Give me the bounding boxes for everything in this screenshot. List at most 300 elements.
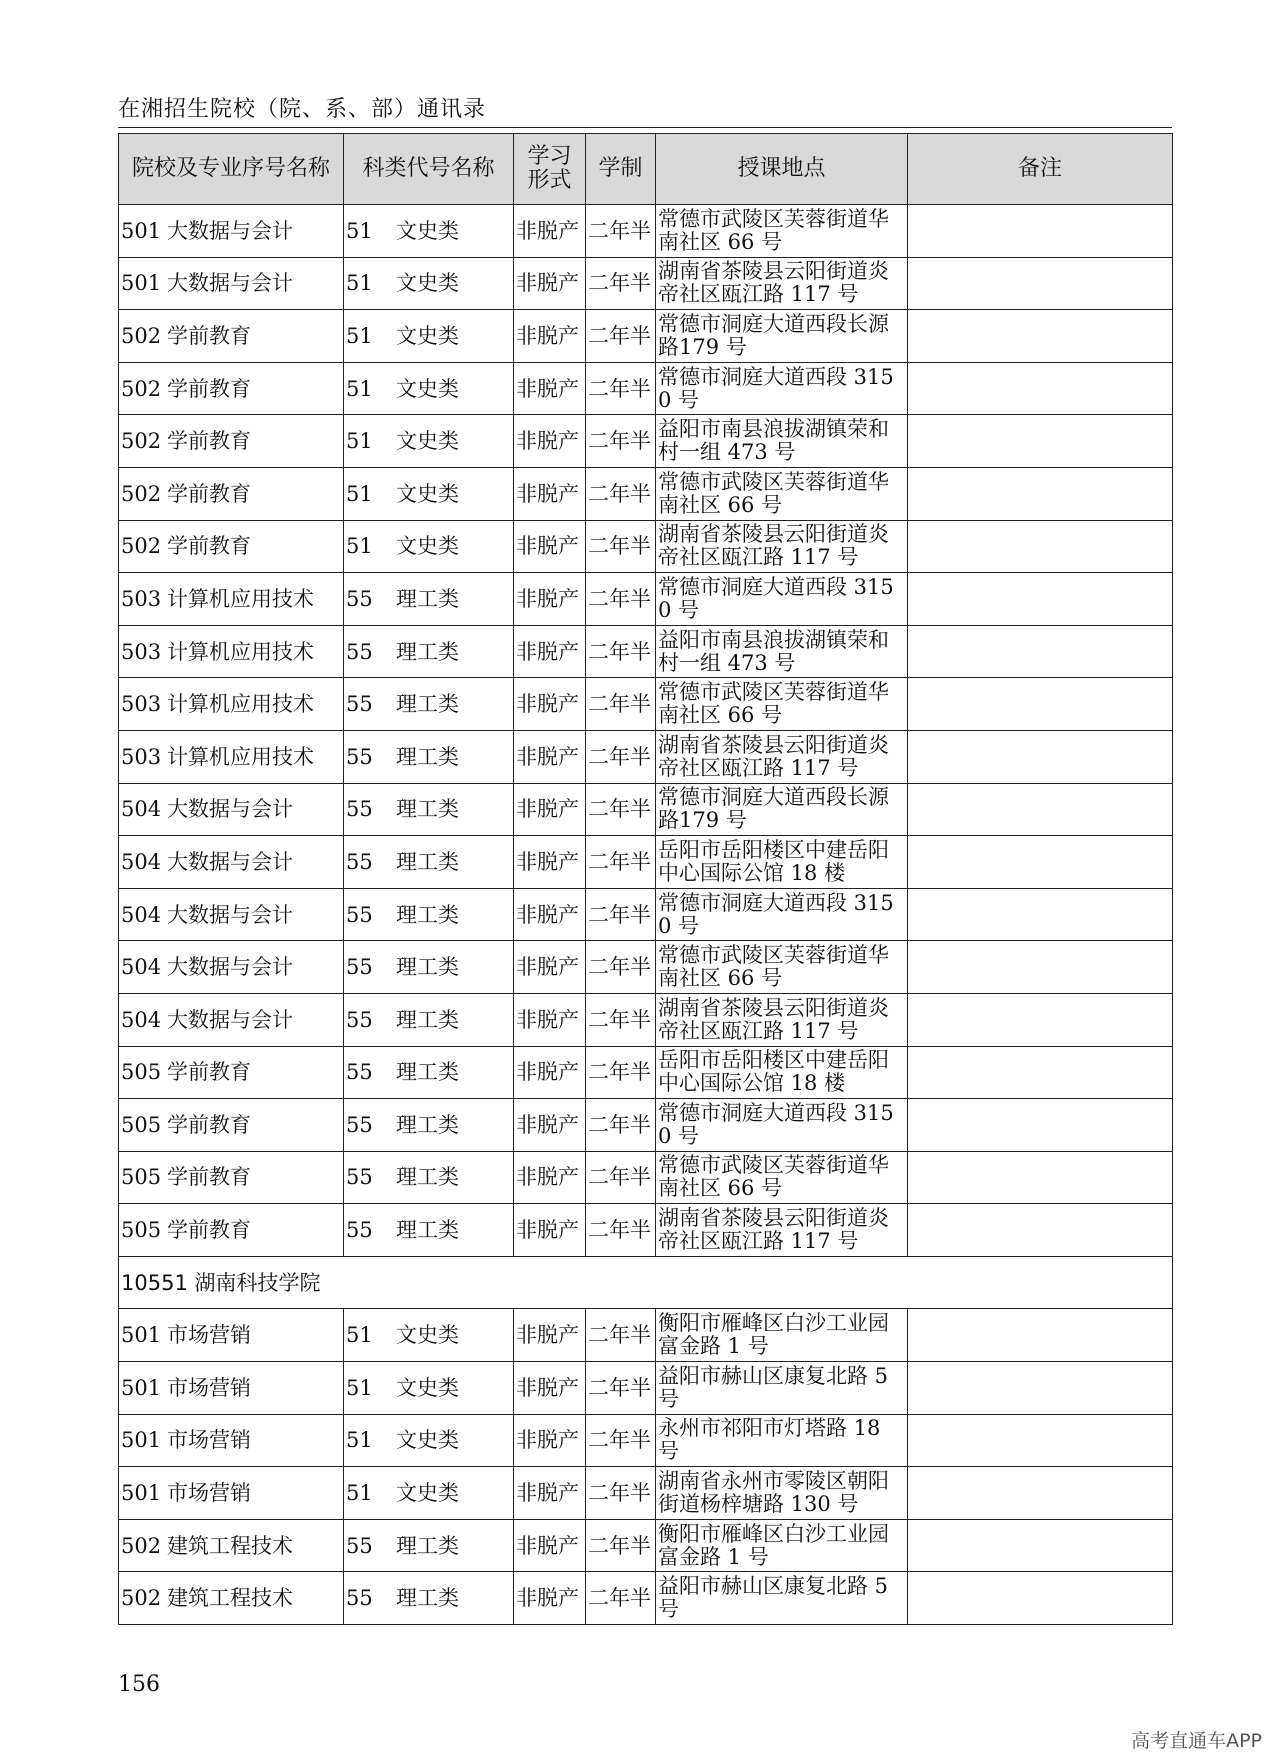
- major-cell: [119, 1204, 344, 1257]
- location-cell: 湖南省茶陵县云阳街道炎帝社区瓯江路 117 号: [656, 993, 908, 1046]
- category-name: 文史类: [396, 1481, 459, 1506]
- major-number: 504: [121, 849, 162, 874]
- category-cell: [344, 1046, 514, 1099]
- category-name: 文史类: [396, 429, 459, 454]
- category-cell: [344, 1309, 514, 1362]
- category-name: 文史类: [396, 1375, 459, 1400]
- location-cell: 益阳市赫山区康复北路 5 号: [656, 1362, 908, 1415]
- major-number: 503: [121, 639, 162, 664]
- column-header: 学习形式: [514, 134, 586, 205]
- note-cell: [908, 625, 1173, 678]
- major-cell: [119, 1572, 344, 1625]
- location-cell: 常德市洞庭大道西段 3150 号: [656, 1099, 908, 1152]
- major-name: 学前教育: [167, 376, 251, 401]
- major-cell: [119, 1099, 344, 1152]
- category-cell: [344, 993, 514, 1046]
- major-cell: [119, 1362, 344, 1415]
- major-name: 大数据与会计: [167, 1007, 293, 1032]
- category-name: 文史类: [396, 218, 459, 243]
- location-cell: 岳阳市岳阳楼区中建岳阳中心国际公馆 18 楼: [656, 1046, 908, 1099]
- category-code: 55: [346, 849, 373, 874]
- duration-cell: 二年半: [586, 257, 656, 310]
- table-row: [119, 888, 1173, 941]
- duration-cell: 二年半: [586, 783, 656, 836]
- category-cell: [344, 310, 514, 363]
- category-code: 51: [346, 1375, 373, 1400]
- duration-cell: 二年半: [586, 310, 656, 363]
- school-row: [119, 1256, 1173, 1309]
- study-mode-cell: 非脱产: [514, 1309, 586, 1362]
- location-cell: 常德市洞庭大道西段长源路179 号: [656, 310, 908, 363]
- table-row: [119, 310, 1173, 363]
- duration-cell: 二年半: [586, 520, 656, 573]
- note-cell: [908, 888, 1173, 941]
- study-mode-cell: 非脱产: [514, 1204, 586, 1257]
- major-cell: [119, 730, 344, 783]
- category-code: 55: [346, 1533, 373, 1558]
- study-mode-cell: 非脱产: [514, 1467, 586, 1520]
- study-mode-cell: 非脱产: [514, 625, 586, 678]
- duration-cell: 二年半: [586, 415, 656, 468]
- location-cell: 湖南省茶陵县云阳街道炎帝社区瓯江路 117 号: [656, 257, 908, 310]
- major-number: 502: [121, 1533, 162, 1558]
- category-name: 理工类: [396, 1218, 459, 1243]
- study-mode-cell: 非脱产: [514, 520, 586, 573]
- location-cell: 衡阳市雁峰区白沙工业园富金路 1 号: [656, 1309, 908, 1362]
- category-name: 理工类: [396, 797, 459, 822]
- duration-cell: 二年半: [586, 625, 656, 678]
- category-code: 51: [346, 218, 373, 243]
- category-name: 理工类: [396, 1533, 459, 1558]
- category-code: 51: [346, 323, 373, 348]
- category-name: 文史类: [396, 534, 459, 559]
- header-rule: [118, 127, 1172, 128]
- table-row: [119, 1572, 1173, 1625]
- category-cell: [344, 467, 514, 520]
- major-name: 大数据与会计: [167, 902, 293, 927]
- note-cell: [908, 1046, 1173, 1099]
- location-cell: 常德市洞庭大道西段 3150 号: [656, 573, 908, 626]
- category-cell: [344, 678, 514, 731]
- major-name: 市场营销: [167, 1323, 251, 1348]
- study-mode-cell: 非脱产: [514, 678, 586, 731]
- major-number: 501: [121, 1323, 162, 1348]
- duration-cell: 二年半: [586, 1467, 656, 1520]
- category-cell: [344, 941, 514, 994]
- major-name: 计算机应用技术: [167, 744, 314, 769]
- column-header: 授课地点: [656, 134, 908, 205]
- category-code: 55: [346, 1165, 373, 1190]
- category-code: 55: [346, 1060, 373, 1085]
- category-code: 55: [346, 955, 373, 980]
- note-cell: [908, 1414, 1173, 1467]
- category-name: 文史类: [396, 1428, 459, 1453]
- major-number: 501: [121, 271, 162, 296]
- category-name: 文史类: [396, 376, 459, 401]
- location-cell: 湖南省茶陵县云阳街道炎帝社区瓯江路 117 号: [656, 730, 908, 783]
- table-row: [119, 520, 1173, 573]
- major-name: 大数据与会计: [167, 271, 293, 296]
- study-mode-cell: 非脱产: [514, 1362, 586, 1415]
- major-cell: [119, 888, 344, 941]
- category-cell: [344, 783, 514, 836]
- category-cell: [344, 730, 514, 783]
- note-cell: [908, 1309, 1173, 1362]
- category-name: 文史类: [396, 481, 459, 506]
- category-code: 55: [346, 1007, 373, 1032]
- major-number: 505: [121, 1112, 162, 1137]
- category-code: 51: [346, 481, 373, 506]
- category-cell: [344, 836, 514, 889]
- major-cell: [119, 836, 344, 889]
- major-number: 504: [121, 955, 162, 980]
- category-cell: [344, 573, 514, 626]
- note-cell: [908, 310, 1173, 363]
- table-row: [119, 678, 1173, 731]
- major-cell: [119, 362, 344, 415]
- duration-cell: 二年半: [586, 888, 656, 941]
- major-name: 建筑工程技术: [167, 1533, 293, 1558]
- note-cell: [908, 1099, 1173, 1152]
- category-cell: [344, 1572, 514, 1625]
- category-cell: [344, 1151, 514, 1204]
- study-mode-cell: 非脱产: [514, 993, 586, 1046]
- category-name: 理工类: [396, 1586, 459, 1611]
- major-name: 大数据与会计: [167, 955, 293, 980]
- major-name: 大数据与会计: [167, 797, 293, 822]
- study-mode-cell: 非脱产: [514, 467, 586, 520]
- note-cell: [908, 467, 1173, 520]
- category-code: 55: [346, 639, 373, 664]
- category-name: 理工类: [396, 902, 459, 927]
- enrollment-table: [118, 133, 1173, 1625]
- category-code: 55: [346, 692, 373, 717]
- major-number: 501: [121, 1375, 162, 1400]
- note-cell: [908, 257, 1173, 310]
- table-row: [119, 1046, 1173, 1099]
- note-cell: [908, 1362, 1173, 1415]
- major-number: 502: [121, 323, 162, 348]
- duration-cell: 二年半: [586, 205, 656, 258]
- table-row: [119, 836, 1173, 889]
- study-mode-cell: 非脱产: [514, 783, 586, 836]
- major-name: 学前教育: [167, 429, 251, 454]
- note-cell: [908, 678, 1173, 731]
- duration-cell: 二年半: [586, 1572, 656, 1625]
- note-cell: [908, 520, 1173, 573]
- table-row: [119, 730, 1173, 783]
- major-number: 502: [121, 376, 162, 401]
- table-body: [119, 205, 1173, 1625]
- major-cell: [119, 1151, 344, 1204]
- table-row: [119, 993, 1173, 1046]
- major-number: 501: [121, 218, 162, 243]
- category-cell: [344, 1362, 514, 1415]
- table-row: [119, 467, 1173, 520]
- category-name: 文史类: [396, 323, 459, 348]
- category-cell: [344, 625, 514, 678]
- category-name: 理工类: [396, 1112, 459, 1137]
- major-cell: [119, 257, 344, 310]
- location-cell: 衡阳市雁峰区白沙工业园富金路 1 号: [656, 1519, 908, 1572]
- category-name: 理工类: [396, 586, 459, 611]
- table-row: [119, 783, 1173, 836]
- duration-cell: 二年半: [586, 941, 656, 994]
- location-cell: 益阳市南县浪拔湖镇荣和村一组 473 号: [656, 415, 908, 468]
- major-cell: [119, 941, 344, 994]
- category-code: 55: [346, 586, 373, 611]
- location-cell: 岳阳市岳阳楼区中建岳阳中心国际公馆 18 楼: [656, 836, 908, 889]
- duration-cell: 二年半: [586, 573, 656, 626]
- category-code: 51: [346, 1323, 373, 1348]
- location-cell: 湖南省永州市零陵区朝阳街道杨梓塘路 130 号: [656, 1467, 908, 1520]
- table-row: [119, 1467, 1173, 1520]
- table-row: [119, 941, 1173, 994]
- study-mode-cell: 非脱产: [514, 941, 586, 994]
- category-code: 51: [346, 1428, 373, 1453]
- note-cell: [908, 1204, 1173, 1257]
- category-code: 55: [346, 1112, 373, 1137]
- major-number: 504: [121, 1007, 162, 1032]
- location-cell: 常德市洞庭大道西段 3150 号: [656, 362, 908, 415]
- major-name: 市场营销: [167, 1375, 251, 1400]
- table-row: [119, 1204, 1173, 1257]
- location-cell: 益阳市南县浪拔湖镇荣和村一组 473 号: [656, 625, 908, 678]
- study-mode-cell: 非脱产: [514, 573, 586, 626]
- major-number: 502: [121, 1586, 162, 1611]
- major-number: 505: [121, 1165, 162, 1190]
- major-cell: [119, 1519, 344, 1572]
- major-name: 计算机应用技术: [167, 692, 314, 717]
- category-code: 51: [346, 376, 373, 401]
- category-cell: [344, 362, 514, 415]
- duration-cell: 二年半: [586, 1519, 656, 1572]
- category-code: 55: [346, 902, 373, 927]
- note-cell: [908, 836, 1173, 889]
- category-cell: [344, 1467, 514, 1520]
- study-mode-cell: 非脱产: [514, 1099, 586, 1152]
- major-number: 504: [121, 902, 162, 927]
- table-row: [119, 625, 1173, 678]
- category-cell: [344, 1414, 514, 1467]
- category-cell: [344, 888, 514, 941]
- category-name: 文史类: [396, 1323, 459, 1348]
- category-code: 51: [346, 534, 373, 559]
- column-header: 科类代号名称: [344, 134, 514, 205]
- major-number: 505: [121, 1060, 162, 1085]
- note-cell: [908, 415, 1173, 468]
- table-row: [119, 415, 1173, 468]
- category-code: 55: [346, 1218, 373, 1243]
- major-number: 501: [121, 1481, 162, 1506]
- major-cell: [119, 310, 344, 363]
- column-header: 学制: [586, 134, 656, 205]
- category-cell: [344, 415, 514, 468]
- category-code: 51: [346, 271, 373, 296]
- table-row: [119, 362, 1173, 415]
- duration-cell: 二年半: [586, 730, 656, 783]
- table-row: [119, 1309, 1173, 1362]
- major-number: 502: [121, 429, 162, 454]
- study-mode-cell: 非脱产: [514, 1414, 586, 1467]
- category-name: 理工类: [396, 1060, 459, 1085]
- note-cell: [908, 573, 1173, 626]
- major-cell: [119, 205, 344, 258]
- note-cell: [908, 205, 1173, 258]
- study-mode-cell: 非脱产: [514, 836, 586, 889]
- table-row: [119, 257, 1173, 310]
- category-code: 55: [346, 797, 373, 822]
- note-cell: [908, 941, 1173, 994]
- major-name: 市场营销: [167, 1428, 251, 1453]
- location-cell: 常德市洞庭大道西段长源路179 号: [656, 783, 908, 836]
- location-cell: 常德市武陵区芙蓉街道华南社区 66 号: [656, 1151, 908, 1204]
- major-cell: [119, 1414, 344, 1467]
- note-cell: [908, 1519, 1173, 1572]
- major-number: 503: [121, 744, 162, 769]
- category-name: 理工类: [396, 1165, 459, 1190]
- watermark: 高考直通车APP: [1131, 1730, 1262, 1752]
- category-cell: [344, 520, 514, 573]
- major-number: 501: [121, 1428, 162, 1453]
- category-cell: [344, 1519, 514, 1572]
- category-code: 55: [346, 744, 373, 769]
- major-name: 学前教育: [167, 1218, 251, 1243]
- page-number: 156: [118, 1672, 160, 1697]
- category-cell: [344, 1204, 514, 1257]
- duration-cell: 二年半: [586, 836, 656, 889]
- major-cell: [119, 1467, 344, 1520]
- duration-cell: 二年半: [586, 467, 656, 520]
- major-name: 学前教育: [167, 323, 251, 348]
- major-name: 计算机应用技术: [167, 639, 314, 664]
- category-name: 理工类: [396, 744, 459, 769]
- study-mode-cell: 非脱产: [514, 205, 586, 258]
- duration-cell: 二年半: [586, 1046, 656, 1099]
- duration-cell: 二年半: [586, 993, 656, 1046]
- location-cell: 常德市武陵区芙蓉街道华南社区 66 号: [656, 941, 908, 994]
- category-name: 理工类: [396, 955, 459, 980]
- major-cell: [119, 573, 344, 626]
- table-row: [119, 1414, 1173, 1467]
- column-header: 备注: [908, 134, 1173, 205]
- category-cell: [344, 205, 514, 258]
- note-cell: [908, 730, 1173, 783]
- major-name: 学前教育: [167, 481, 251, 506]
- major-number: 504: [121, 797, 162, 822]
- study-mode-cell: 非脱产: [514, 415, 586, 468]
- major-cell: [119, 415, 344, 468]
- school-name: 10551 湖南科技学院: [119, 1256, 1173, 1309]
- location-cell: 常德市武陵区芙蓉街道华南社区 66 号: [656, 467, 908, 520]
- study-mode-cell: 非脱产: [514, 1046, 586, 1099]
- major-cell: [119, 520, 344, 573]
- duration-cell: 二年半: [586, 1099, 656, 1152]
- study-mode-cell: 非脱产: [514, 257, 586, 310]
- major-name: 大数据与会计: [167, 849, 293, 874]
- study-mode-cell: 非脱产: [514, 1151, 586, 1204]
- major-cell: [119, 678, 344, 731]
- major-name: 学前教育: [167, 1165, 251, 1190]
- major-name: 学前教育: [167, 534, 251, 559]
- location-cell: 常德市武陵区芙蓉街道华南社区 66 号: [656, 205, 908, 258]
- major-name: 学前教育: [167, 1112, 251, 1137]
- duration-cell: 二年半: [586, 1204, 656, 1257]
- running-header: 在湘招生院校（院、系、部）通讯录: [118, 97, 487, 122]
- note-cell: [908, 1572, 1173, 1625]
- study-mode-cell: 非脱产: [514, 730, 586, 783]
- category-code: 55: [346, 1586, 373, 1611]
- table-row: [119, 1362, 1173, 1415]
- note-cell: [908, 362, 1173, 415]
- location-cell: 常德市武陵区芙蓉街道华南社区 66 号: [656, 678, 908, 731]
- major-name: 大数据与会计: [167, 218, 293, 243]
- study-mode-cell: 非脱产: [514, 888, 586, 941]
- note-cell: [908, 1151, 1173, 1204]
- major-cell: [119, 993, 344, 1046]
- major-number: 503: [121, 692, 162, 717]
- study-mode-cell: 非脱产: [514, 1572, 586, 1625]
- table-row: [119, 1151, 1173, 1204]
- major-cell: [119, 1046, 344, 1099]
- major-name: 计算机应用技术: [167, 586, 314, 611]
- category-code: 51: [346, 429, 373, 454]
- major-cell: [119, 467, 344, 520]
- duration-cell: 二年半: [586, 1362, 656, 1415]
- category-name: 文史类: [396, 271, 459, 296]
- category-cell: [344, 1099, 514, 1152]
- major-cell: [119, 1309, 344, 1362]
- category-name: 理工类: [396, 692, 459, 717]
- major-name: 学前教育: [167, 1060, 251, 1085]
- location-cell: 湖南省茶陵县云阳街道炎帝社区瓯江路 117 号: [656, 520, 908, 573]
- major-cell: [119, 625, 344, 678]
- major-name: 市场营销: [167, 1481, 251, 1506]
- duration-cell: 二年半: [586, 1309, 656, 1362]
- note-cell: [908, 993, 1173, 1046]
- category-cell: [344, 257, 514, 310]
- note-cell: [908, 783, 1173, 836]
- major-number: 503: [121, 586, 162, 611]
- table-row: [119, 205, 1173, 258]
- study-mode-cell: 非脱产: [514, 1519, 586, 1572]
- column-header: 院校及专业序号名称: [119, 134, 344, 205]
- duration-cell: 二年半: [586, 678, 656, 731]
- major-number: 502: [121, 534, 162, 559]
- location-cell: 湖南省茶陵县云阳街道炎帝社区瓯江路 117 号: [656, 1204, 908, 1257]
- duration-cell: 二年半: [586, 1414, 656, 1467]
- table-row: [119, 573, 1173, 626]
- major-name: 建筑工程技术: [167, 1586, 293, 1611]
- category-name: 理工类: [396, 639, 459, 664]
- table-row: [119, 1099, 1173, 1152]
- major-number: 502: [121, 481, 162, 506]
- duration-cell: 二年半: [586, 362, 656, 415]
- study-mode-cell: 非脱产: [514, 362, 586, 415]
- location-cell: 永州市祁阳市灯塔路 18 号: [656, 1414, 908, 1467]
- major-number: 505: [121, 1218, 162, 1243]
- category-code: 51: [346, 1481, 373, 1506]
- location-cell: 益阳市赫山区康复北路 5 号: [656, 1572, 908, 1625]
- location-cell: 常德市洞庭大道西段 3150 号: [656, 888, 908, 941]
- category-name: 理工类: [396, 1007, 459, 1032]
- note-cell: [908, 1467, 1173, 1520]
- major-cell: [119, 783, 344, 836]
- duration-cell: 二年半: [586, 1151, 656, 1204]
- table-header-row: [119, 134, 1173, 205]
- category-name: 理工类: [396, 849, 459, 874]
- table-row: [119, 1519, 1173, 1572]
